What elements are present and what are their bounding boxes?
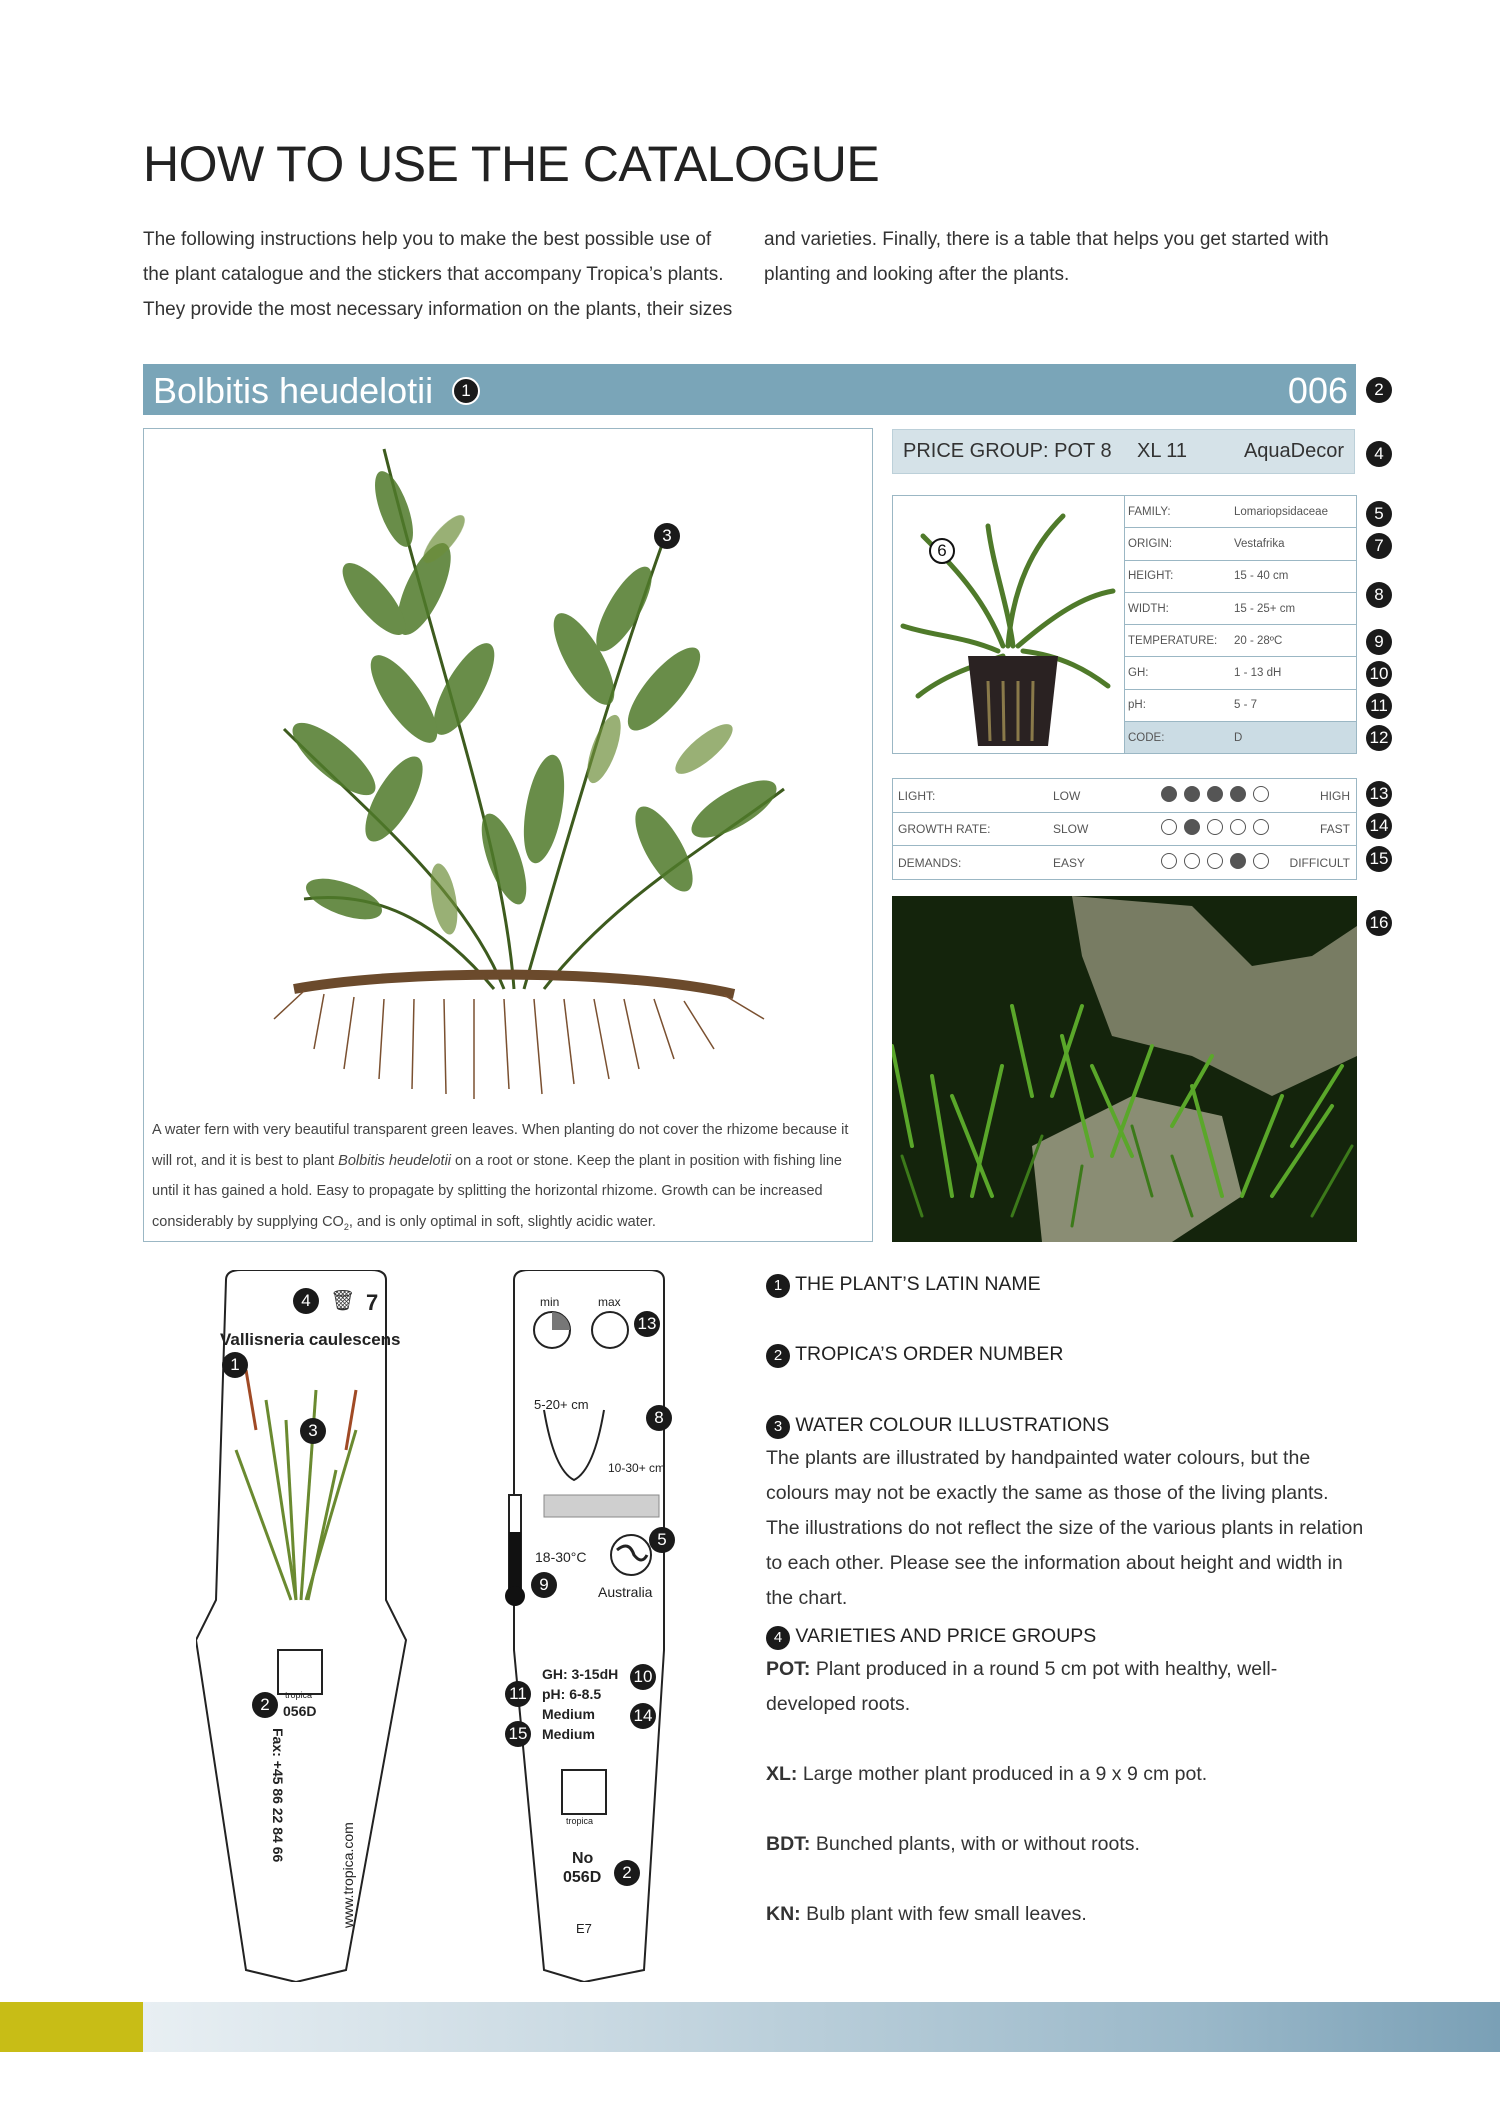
sticker-temperature: 18-30°C [535,1549,587,1565]
aquarium-photo [892,896,1357,1242]
legend-kn [766,1897,1366,1932]
callout-5: 5 [1366,501,1392,527]
description-text: A water fern with very beautiful transparent green leaves. When planting do not cover the rhizome because it will rot, and it is best to plant [152,1122,849,1169]
rating-dot [1230,853,1246,869]
legend-2 [766,1343,1366,1368]
info-value: Lomariopsidaceae [1231,496,1356,528]
price-aquadecor: AquaDecor [1243,440,1344,462]
legend-definition: Large mother plant produced in a 9 x 9 cm pot. [797,1763,1208,1785]
info-label: GH: [1125,657,1232,689]
rating-growth-rate [893,812,1356,846]
callout-10: 10 [1366,661,1392,687]
rating-dot [1207,819,1223,835]
callout-2: 2 [1366,377,1392,403]
price-group-bar [892,429,1355,474]
legend-1 [766,1273,1366,1298]
rating-dot [1161,853,1177,869]
info-value: 20 - 28ºC [1231,625,1356,657]
info-value: Vestafrika [1231,528,1356,560]
legend-number-2: 2 [766,1344,790,1368]
legend-pot [766,1652,1366,1722]
price-group: PRICE GROUP: POT 8 [903,440,1112,462]
info-label: HEIGHT: [1125,560,1232,592]
rating-dot [1207,786,1223,802]
sticker-gh: GH: 3-15dH [542,1666,619,1682]
plant-info-table [1124,496,1356,753]
callout-2-sticker-back: 2 [614,1860,640,1886]
callout-13: 13 [1366,781,1392,807]
sticker-brand: tropica [285,1690,313,1700]
legend-number-1: 1 [766,1274,790,1298]
intro-column-2: and varieties. Finally, there is a table that helps you get started with planting and looking after the plants. [764,229,1329,285]
sticker-no: No [572,1850,594,1867]
info-row-height [1125,560,1357,592]
callout-14-sticker: 14 [630,1703,656,1729]
rating-dot [1253,853,1269,869]
rating-dot [1230,819,1246,835]
callout-4: 4 [1366,441,1392,467]
legend-term: XL: [766,1763,798,1785]
legend-3 [766,1414,1366,1616]
callout-9-sticker: 9 [531,1572,557,1598]
info-row-gh [1125,657,1357,689]
price-xl: XL 11 [1137,440,1188,462]
potted-plant-photo [893,496,1121,753]
sticker-growth: Medium [542,1706,595,1722]
callout-7: 7 [1366,533,1392,559]
rating-label: LIGHT: [898,789,936,803]
legend-term: BDT: [766,1833,811,1855]
info-value: 15 - 25+ cm [1231,592,1356,624]
callout-16: 16 [1366,910,1392,936]
info-value: 15 - 40 cm [1231,560,1356,592]
callout-1-sticker: 1 [222,1352,248,1378]
rating-dot [1253,819,1269,835]
callout-12: 12 [1366,725,1392,751]
callout-9: 9 [1366,629,1392,655]
description-text: , and is only optimal in soft, slightly acidic water. [348,1213,656,1230]
sticker-web: www.tropica.com [340,1822,356,1928]
info-value: 5 - 7 [1231,689,1356,721]
callout-2-sticker: 2 [252,1692,278,1718]
info-label: TEMPERATURE: [1125,625,1232,657]
callout-3: 3 [654,523,680,549]
rating-dot [1253,786,1269,802]
info-row-origin [1125,528,1357,560]
rating-dot [1161,786,1177,802]
rating-dots [1161,853,1269,869]
description-latin-name: Bolbitis heudelotii [338,1152,452,1169]
page-title: HOW TO USE THE CATALOGUE [143,136,880,192]
plant-header-bar [143,364,1356,415]
plant-order-number: 006 [1287,370,1348,411]
info-label: WIDTH: [1125,592,1232,624]
rating-label: DEMANDS: [898,856,962,870]
callout-11-sticker: 11 [505,1681,531,1707]
legend-definition: Bunched plants, with or without roots. [810,1833,1140,1855]
legend-definition: Plant produced in a round 5 cm pot with healthy, well-developed roots. [766,1658,1278,1715]
plant-latin-name: Bolbitis heudelotii [153,370,434,411]
rating-low: LOW [1053,789,1081,803]
rating-high: DIFFICULT [1289,856,1350,870]
sticker-light-min: min [540,1295,560,1309]
callout-11: 11 [1366,693,1392,719]
callout-8-sticker: 8 [646,1405,672,1431]
legend-heading: THE PLANT’S LATIN NAME [795,1273,1041,1295]
sticker-back-code: 056D [563,1869,602,1886]
callout-1: 1 [452,377,480,405]
rating-high: FAST [1319,822,1350,836]
sticker-plant-name: Vallisneria caulescens [220,1330,401,1349]
sticker-back-brand: tropica [566,1816,594,1826]
callout-13-sticker: 13 [634,1311,660,1337]
rating-dots [1161,819,1269,835]
plant-info-box [892,495,1357,754]
sticker-light-max: max [598,1295,621,1309]
callout-8: 8 [1366,582,1392,608]
rating-low: SLOW [1053,822,1089,836]
info-label: FAMILY: [1125,496,1232,528]
legend-4 [766,1625,1366,1932]
sticker-fax: Fax: +45 86 22 84 66 [270,1728,286,1863]
rating-dots [1161,786,1269,802]
info-row-temperature [1125,625,1357,657]
callout-5-sticker: 5 [649,1527,675,1553]
callout-6: 6 [929,538,955,564]
callout-15: 15 [1366,846,1392,872]
callout-15-sticker: 15 [505,1721,531,1747]
info-value: 1 - 13 dH [1231,657,1356,689]
legend-number-4: 4 [766,1626,790,1650]
rating-dot [1230,786,1246,802]
sticker-code: 056D [283,1703,317,1719]
info-row-code [1125,722,1357,754]
sticker-location: E7 [576,1921,592,1936]
rating-dot [1161,819,1177,835]
callout-14: 14 [1366,813,1392,839]
footer-color-bar [0,2002,1500,2052]
sticker-width: 5-20+ cm [534,1397,589,1412]
info-label: pH: [1125,689,1232,721]
description-subscript: 2 [343,1221,349,1232]
rating-dot [1184,853,1200,869]
care-ratings-box [892,778,1357,880]
rating-dot [1184,819,1200,835]
rating-dot [1207,853,1223,869]
sticker-origin: Australia [598,1584,653,1600]
info-label: ORIGIN: [1125,528,1232,560]
legend-xl [766,1757,1366,1792]
description-text: on a root or stone. Keep the plant in position with fishing line until it has gained a hold. Easy to propagate by splitting the horizontal rhizome. Growth can be increased considerably by supplying CO [152,1152,842,1230]
legend-term: KN: [766,1903,801,1925]
aquarium-photo-image [892,896,1357,1242]
info-row-family [1125,496,1357,528]
callout-10-sticker: 10 [630,1664,656,1690]
legend-definition: Bulb plant with few small leaves. [800,1903,1087,1925]
fern-illustration [144,429,874,1109]
legend-heading: WATER COLOUR ILLUSTRATIONS [795,1414,1110,1436]
intro-column-1: The following instructions help you to make the best possible use of the plant catalogue and the stickers that accompany Tropica’s plants. They provide the most necessary information on the plants, their sizes [143,229,733,320]
legend-heading: TROPICA’S ORDER NUMBER [795,1343,1064,1365]
legend-term: POT: [766,1658,811,1680]
sticker-demands: Medium [542,1726,595,1742]
info-value: D [1231,722,1356,754]
rating-label: GROWTH RATE: [898,822,991,836]
legend-number-3: 3 [766,1415,790,1439]
rating-light [893,779,1356,813]
pot-icon: 🗑 [330,1290,356,1312]
callout-3-sticker: 3 [300,1418,326,1444]
sticker-pot-count: 7 [366,1290,379,1315]
rating-demands [893,846,1356,879]
info-row-ph [1125,689,1357,721]
sticker-ph: pH: 6-8.5 [542,1686,602,1702]
plant-description [152,1115,862,1242]
callout-4-sticker: 4 [293,1288,319,1314]
rating-high: HIGH [1320,789,1350,803]
rating-dot [1184,786,1200,802]
sticker-height: 10-30+ cm [608,1461,666,1475]
info-row-width [1125,592,1357,624]
legend-bdt [766,1827,1366,1862]
legend-heading: VARIETIES AND PRICE GROUPS [795,1625,1097,1647]
rating-low: EASY [1053,856,1086,870]
legend-paragraph: The plants are illustrated by handpainted water colours, but the colours may not be exactly the same as those of the living plants. The illustrations do not reflect the size of the various plants in relation to each other. Please see the information about height and width in the chart. [766,1447,1364,1609]
info-label: CODE: [1125,722,1232,754]
